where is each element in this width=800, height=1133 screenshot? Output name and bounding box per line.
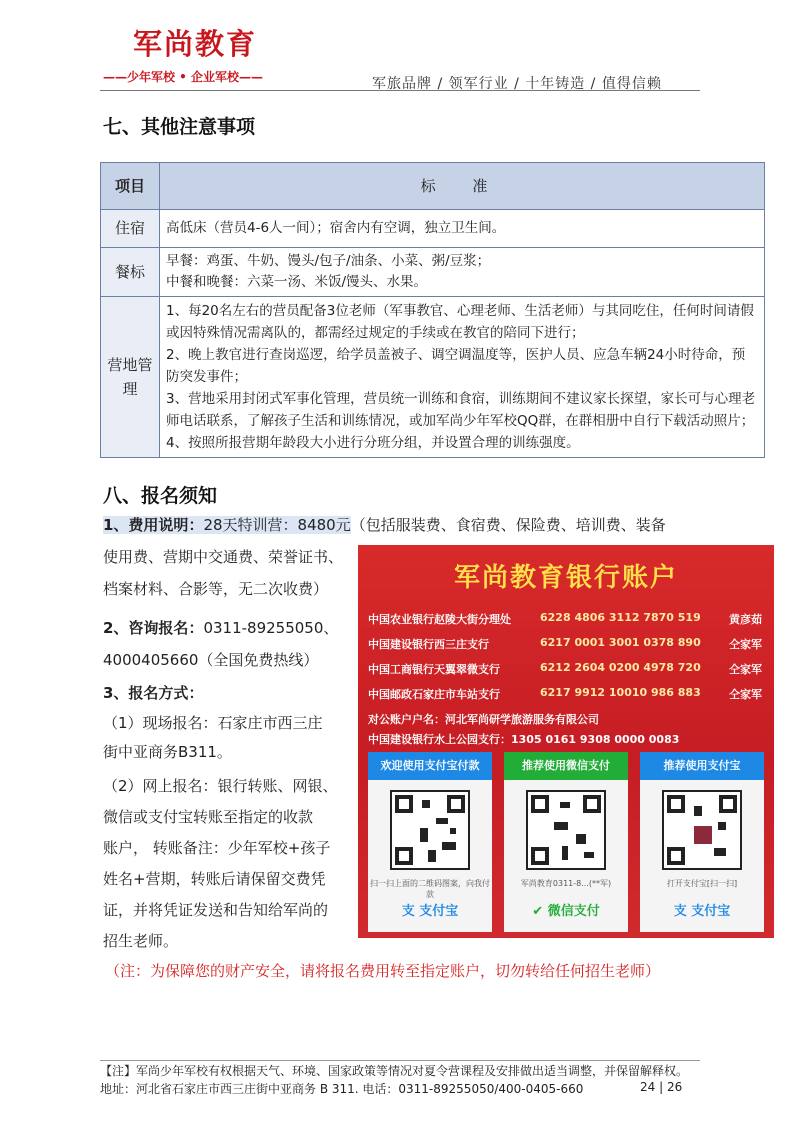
account-holder: 仝家军 [729,663,762,676]
row-line: 早餐：鸡蛋、牛奶、馒头/包子/油条、小菜、粥/豆浆； [166,253,491,269]
section-8-title: 八、报名须知 [103,485,218,507]
account-holder: 仝家军 [729,638,762,651]
table-row [101,248,765,297]
footer-note: 【注】军尚少年军校有权根据天气、环境、国家政策等情况对夏令营课程及安排做出适当调整，并保留解释权。 [100,1064,689,1078]
online-line1: （2）网上报名：银行转账、网银、 [103,777,338,795]
online-line2: 微信或支付宝转账至指定的收款 [103,808,314,826]
alipay-icon: 支 [401,904,415,919]
online-line5: 证，并将凭证发送和告知给军尚的 [103,901,329,919]
pay-card-heading: 欢迎使用支付宝付款 [368,752,492,780]
online-line3: 账户， 转账备注：少年军校+孩子 [103,839,331,857]
row-line: 高低床（营员4-6人一间）；宿舍内有空调，独立卫生间。 [166,220,506,236]
pay-brand [368,900,492,919]
corp-account-number [368,731,764,747]
account-number: 6217 9912 10010 986 883 [540,686,701,699]
bank-card-title: 军尚教育银行账户 [453,563,678,593]
notes-table [100,162,765,458]
pay-card-caption: 扫一扫上面的二维码图案，向我付款 [370,879,490,899]
account-row [368,686,764,702]
row-line: 中餐和晚餐：六菜一汤、米饭/馒头、水果。 [166,274,428,290]
section-7-title: 七、其他注意事项 [103,116,256,138]
qr-code [662,790,742,870]
corp-name-text: 对公账户户名：河北军尚研学旅游服务有限公司 [368,713,599,726]
header-divider [100,90,700,91]
row-line: 4、按照所报营期年龄段大小进行分班分组，并设置合理的训练强度。 [166,435,580,451]
fee-label: 1、费用说明： [103,516,204,534]
consult-hotline: 4000405660（全国免费热线） [103,651,319,669]
pay-card-caption: 军尚教育0311-8...(**军) [520,879,612,888]
qr-code [390,790,470,870]
row-content [160,297,765,458]
account-bank: 中国工商银行天翼翠微支行 [368,663,500,676]
table-row [101,297,765,458]
fee-line [103,510,783,541]
online-line6: 招生老师。 [103,932,179,950]
onsite-line1: （1）现场报名：石家庄市西三庄 [103,714,323,732]
row-content [160,210,765,248]
fee-detail-line2: 使用费、营期中交通费、荣誉证书、 [103,548,344,566]
corp-account-name [368,711,764,727]
account-bank: 中国农业银行赵陵大街分理处 [368,613,511,626]
table-row [101,210,765,248]
header-slogan: 军旅品牌 / 领军行业 / 十年铸造 / 值得信赖 [372,76,662,92]
header-item: 项目 [101,163,160,210]
account-number: 6217 0001 3001 0378 890 [540,636,701,649]
online-line4: 姓名+营期，转账后请保留交费凭 [103,870,326,888]
row-category: 营地管理 [101,297,160,458]
row-content [160,248,765,297]
fee-highlight: 28天特训营：8480元 [203,516,351,534]
alipay-qr-card [640,752,764,932]
payment-warning: （注：为保障您的财产安全，请将报名费用转至指定账户，切勿转给任何招生老师） [105,962,661,980]
pay-brand [640,900,764,919]
account-row [368,661,764,677]
corp-account-text: 中国建设银行水上公园支行：1305 0161 9308 0000 0083 [368,733,680,746]
row-category: 住宿 [101,210,160,248]
method-label: 3、报名方式： [103,684,204,702]
wechat-qr-card [504,752,628,932]
account-row [368,636,764,652]
table-header-row [101,163,765,210]
alipay-icon: 支 [673,904,687,919]
page-number: 24 | 26 [640,1080,683,1094]
logo-title: 军尚教育 [133,27,258,61]
account-holder: 仝家军 [729,688,762,701]
account-bank: 中国邮政石家庄市车站支行 [368,688,500,701]
consult-phone: 0311-89255050、 [203,619,339,637]
fee-detail-line3: 档案材料、合影等，无二次收费） [103,580,329,598]
bank-accounts-image [358,545,774,938]
row-line: 3、营地采用封闭式军事化管理，营员统一训练和食宿，训练期间不建议家长探望，家长可与心理老师电话联系，了解孩子生活和训练情况，或加军尚少年军校QQ群，在群相册中自行下载活动照片； [166,391,756,429]
account-number: 6228 4806 3112 7870 519 [540,611,701,624]
account-bank: 中国建设银行西三庄支行 [368,638,489,651]
logo-subtitle: ——少年军校 • 企业军校—— [103,70,264,84]
pay-card-caption: 打开支付宝[扫一扫] [666,879,738,888]
account-holder: 黄彦茹 [729,613,762,626]
account-row [368,611,764,627]
account-number: 6212 2604 0200 4978 720 [540,661,701,674]
consult-line [103,613,338,644]
footer-address: 地址：河北省石家庄市西三庄街中亚商务 B 311. 电话：0311-89255050/400-0405-660 [100,1082,584,1096]
footer-divider [100,1060,700,1061]
row-line: 1、每20名左右的营员配备3位老师（军事教官、心理老师、生活老师）与其同吃住，任何时间请假或因特殊情况需离队的，都需经过规定的手续或在教官的陪同下进行； [166,303,754,341]
consult-label: 2、咨询报名： [103,619,204,637]
onsite-line2: 街中亚商务B311。 [103,743,232,761]
fee-detail: （包括服装费、食宿费、保险费、培训费、装备 [350,516,666,534]
wechat-pay-icon: ✔ [532,904,544,919]
row-category: 餐标 [101,248,160,297]
header-standard: 标 准 [160,163,765,210]
pay-brand-text: 支付宝 [691,904,731,919]
pay-brand [504,900,628,919]
pay-brand-text: 微信支付 [547,904,600,919]
qr-code [526,790,606,870]
pay-brand-text: 支付宝 [419,904,459,919]
alipay-qr-card [368,752,492,932]
pay-card-heading: 推荐使用微信支付 [504,752,628,780]
pay-card-heading: 推荐使用支付宝 [640,752,764,780]
row-line: 2、晚上教官进行查岗巡逻，给学员盖被子、调空调温度等，医护人员、应急车辆24小时待命，预防突发事件； [166,347,746,385]
